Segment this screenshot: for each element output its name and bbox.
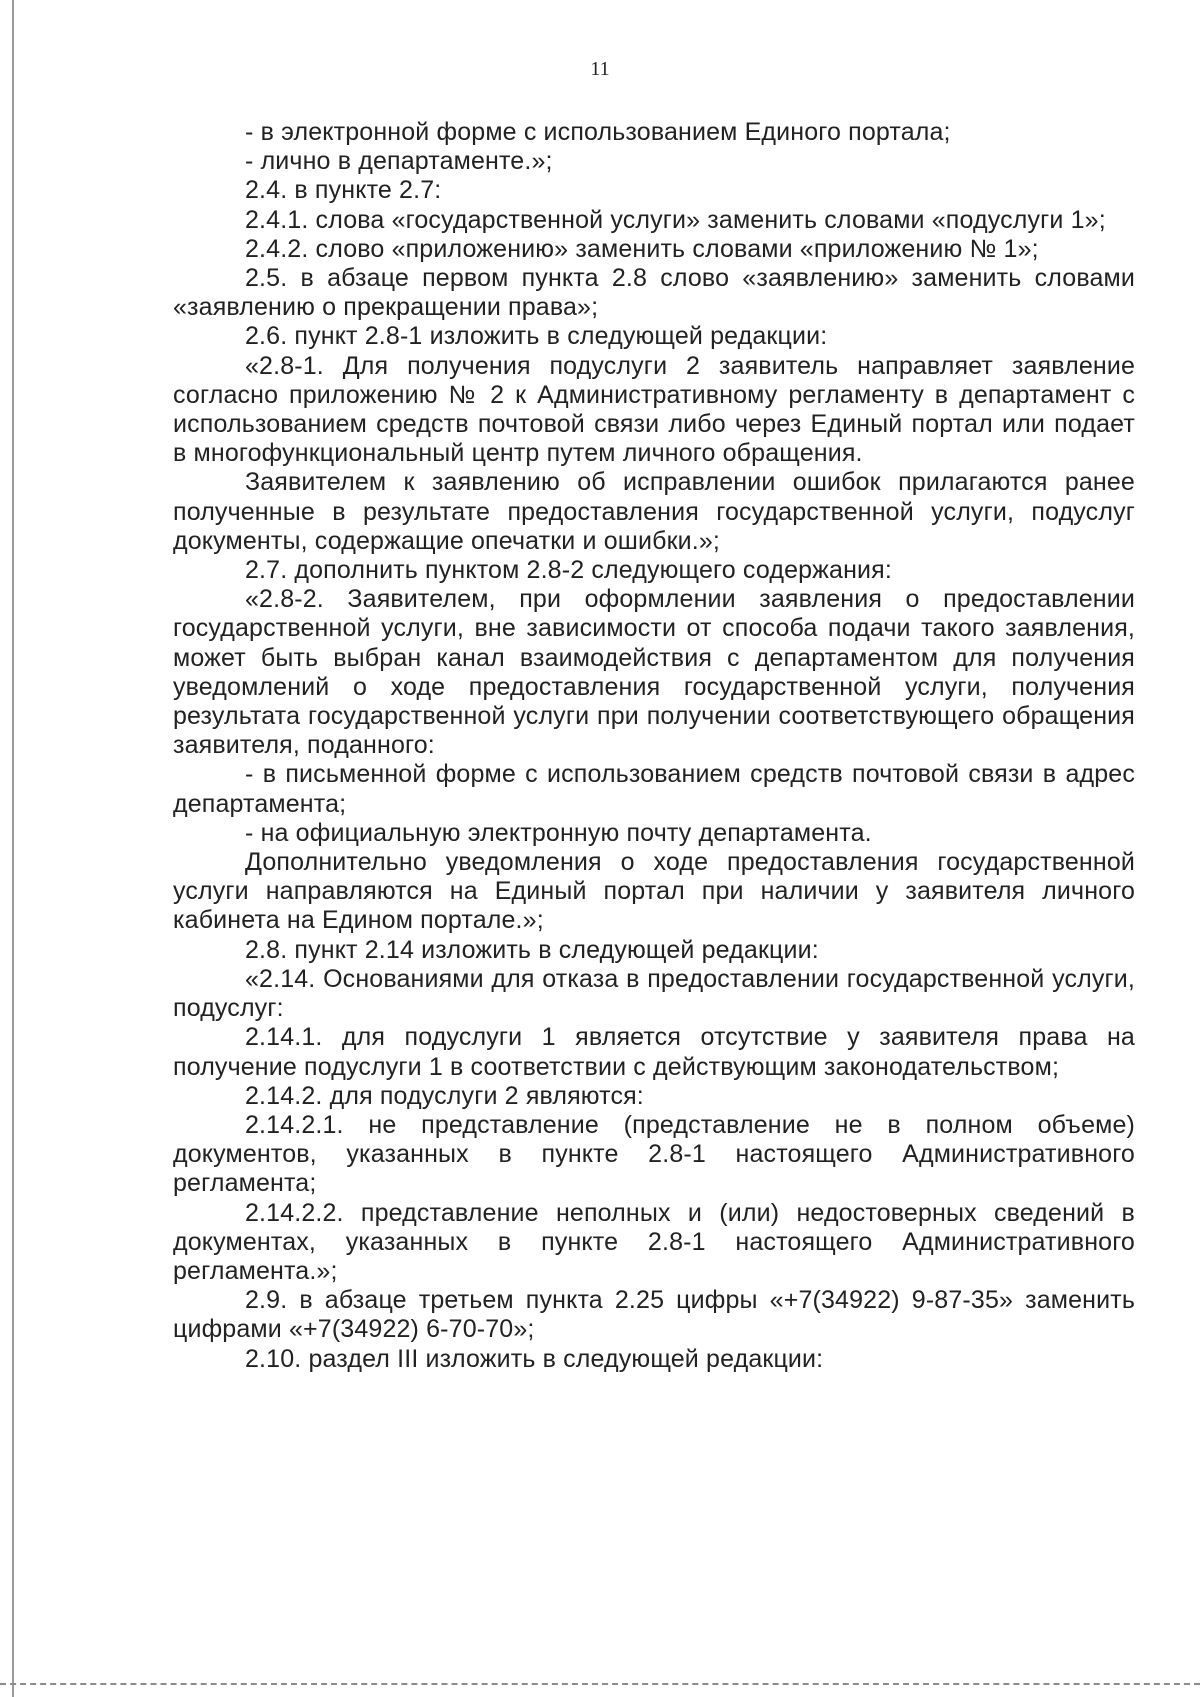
paragraph: 2.5. в абзаце первом пункта 2.8 слово «заявлению» заменить словами «заявлению о прекращении права»; (173, 264, 1135, 322)
paragraph: 2.8. пункт 2.14 изложить в следующей редакции: (245, 935, 819, 964)
paragraph: 2.14.2.1. не представление (представление не в полном объеме) документов, указанных в пункте 2.8-1 настоящего Административного регламента; (173, 1110, 1135, 1198)
paragraph: - в письменной форме с использованием средств почтовой связи в адрес департамента; (173, 760, 1135, 818)
paragraph: - на официальную электронную почту департамента. (245, 818, 872, 847)
scan-bottom-rule (0, 1683, 1200, 1685)
paragraph: Дополнительно уведомления о ходе предоставления государственной услуги направляются на Единый портал при наличии у заявителя личного кабинета на Едином портале.»; (173, 848, 1135, 935)
paragraph: 2.14.1. для подуслуги 1 является отсутствие у заявителя права на получение подуслуги 1 в соответствии с действующим законодательством; (173, 1023, 1135, 1081)
paragraph: 2.10. раздел III изложить в следующей редакции: (245, 1344, 824, 1373)
paragraph: «2.14. Основаниями для отказа в предоставлении государственной услуги, подуслуг: (173, 964, 1135, 1023)
paragraph: «2.8-2. Заявителем, при оформлении заявления о предоставлении государственной услуги, вне зависимости от способа подачи такого заявления, может быть выбран канал взаимодействия с департаментом для получения уведомлений о ходе предоставления государственной услуги, получения результата государственной услуги при получении соответствующего обращения заявителя, поданного: (173, 585, 1135, 760)
paragraph: - лично в департаменте.»; (245, 147, 553, 176)
paragraph: 2.4.2. слово «приложению» заменить словами «приложению № 1»; (245, 234, 1039, 263)
paragraph: Заявителем к заявлению об исправлении ошибок прилагаются ранее полученные в результате предоставления государственной услуги, подуслуг документы, содержащие опечатки и ошибки.»; (173, 468, 1135, 555)
paragraph: 2.14.2.2. представление неполных и (или) недостоверных сведений в документах, указанных в пункте 2.8-1 настоящего Административного регламента.»; (173, 1198, 1135, 1285)
paragraph: - в электронной форме с использованием Единого портала; (245, 118, 951, 146)
paragraph: «2.8-1. Для получения подуслуги 2 заявитель направляет заявление согласно приложению № 2 к Административному регламенту в департамент с использованием средств почтовой связи либо через Единый портал или подает в многофункциональный центр путем личного обращения. (173, 351, 1135, 468)
page-edge-line (12, 0, 14, 1697)
paragraph: 2.4.1. слова «государственной услуги» заменить словами «подуслуги 1»; (245, 205, 1106, 234)
paragraph: 2.14.2. для подуслуги 2 являются: (245, 1081, 644, 1110)
paragraph: 2.6. пункт 2.8-1 изложить в следующей редакции: (245, 322, 828, 351)
page-number: 11 (590, 58, 610, 80)
paragraph: 2.9. в абзаце третьем пункта 2.25 цифры «+7(34922) 9-87-35» заменить цифрами «+7(34922) 6-70-70»; (173, 1286, 1135, 1344)
paragraph: 2.4. в пункте 2.7: (245, 176, 442, 205)
document-body (173, 118, 1135, 1374)
paragraph: 2.7. дополнить пунктом 2.8-2 следующего содержания: (245, 556, 892, 585)
